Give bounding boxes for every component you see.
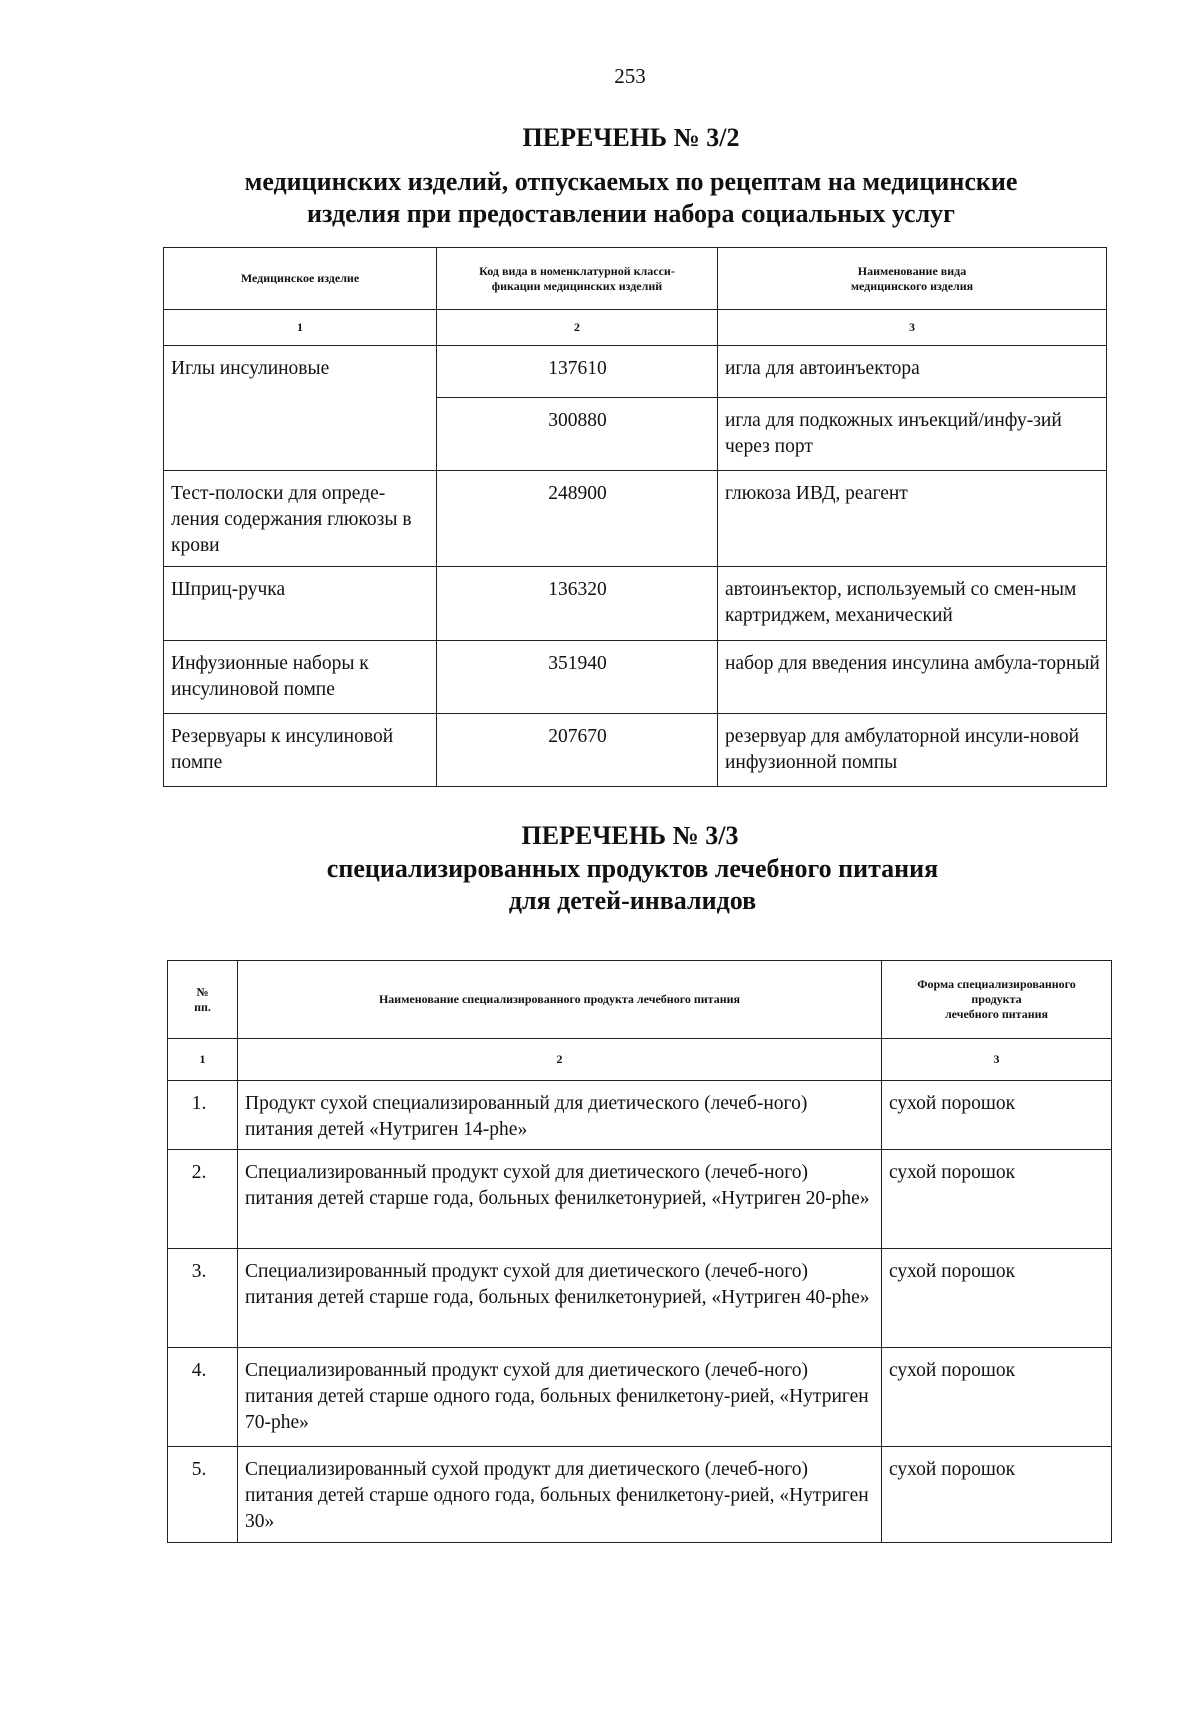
header-code [437, 248, 718, 310]
device-name: Резервуары к инсулиновой помпе [164, 714, 437, 787]
row-number: 2. [168, 1150, 238, 1249]
header-name-line2: медицинского изделия [850, 278, 974, 293]
table-row [164, 641, 1107, 714]
product-name: Специализированный сухой продукт для диетического (лечеб-ного) питания детей старше одного года, больных фенилкетону-рией, «Нутриген 30» [238, 1447, 882, 1543]
list2-subtitle-line2: для детей-инвалидов [508, 886, 757, 915]
table-row [164, 567, 1107, 641]
device-kind-name: автоинъектор, используемый со смен-ным картриджем, механический [718, 567, 1107, 641]
column-number: 1 [168, 1039, 238, 1081]
table-header-row [168, 961, 1112, 1039]
column-number: 1 [164, 310, 437, 346]
product-name: Продукт сухой специализированный для диетического (лечеб-ного) питания детей «Нутриген 14-phe» [238, 1081, 882, 1150]
device-code: 248900 [437, 471, 718, 567]
header-code-line2: фикации медицинских изделий [491, 278, 663, 293]
page-number: 253 [614, 64, 646, 88]
device-code: 300880 [437, 398, 718, 471]
column-number: 2 [437, 310, 718, 346]
product-name: Специализированный продукт сухой для диетического (лечеб-ного) питания детей старше года, больных фенилкетонурией, «Нутриген 20-phe» [238, 1150, 882, 1249]
table-row [168, 1150, 1112, 1249]
row-number: 5. [168, 1447, 238, 1543]
column-number-row [164, 310, 1107, 346]
device-name: Инфузионные наборы к инсулиновой помпе [164, 641, 437, 714]
column-number-row [168, 1039, 1112, 1081]
product-form: сухой порошок [882, 1447, 1112, 1543]
device-code: 137610 [437, 346, 718, 398]
list1-subtitle [0, 166, 1200, 230]
header-number-line2: пп. [194, 999, 211, 1014]
header-name [718, 248, 1107, 310]
list1-title: ПЕРЕЧЕНЬ № 3/2 [522, 123, 740, 152]
product-form: сухой порошок [882, 1249, 1112, 1348]
device-kind-name: набор для введения инсулина амбула-торный [718, 641, 1107, 714]
header-form [882, 961, 1112, 1039]
product-form: сухой порошок [882, 1348, 1112, 1447]
header-form-line3: лечебного питания [944, 1007, 1049, 1021]
device-code: 351940 [437, 641, 718, 714]
device-name: Шприц-ручка [164, 567, 437, 641]
table-row [164, 346, 1107, 398]
row-number: 1. [168, 1081, 238, 1150]
table-header-row [164, 248, 1107, 310]
device-kind-name: резервуар для амбулаторной инсули-новой инфузионной помпы [718, 714, 1107, 787]
list2-subtitle [0, 853, 1200, 917]
device-kind-name: глюкоза ИВД, реагент [718, 471, 1107, 567]
list2-title: ПЕРЕЧЕНЬ № 3/3 [521, 821, 739, 850]
list1-subtitle-line1: медицинских изделий, отпускаемых по рецептам на медицинские [244, 167, 1018, 196]
column-number: 3 [718, 310, 1107, 346]
table-row [164, 471, 1107, 567]
device-name: Иглы инсулиновые [164, 346, 437, 471]
product-form: сухой порошок [882, 1150, 1112, 1249]
row-number: 4. [168, 1348, 238, 1447]
device-code: 136320 [437, 567, 718, 641]
device-kind-name: игла для подкожных инъекций/инфу-зий через порт [718, 398, 1107, 471]
header-form-line1: Форма специализированного [917, 977, 1076, 991]
list1-subtitle-line2: изделия при предоставлении набора социальных услуг [307, 199, 955, 228]
header-number-line1: № [196, 984, 209, 999]
header-number [168, 961, 238, 1039]
product-form: сухой порошок [882, 1081, 1112, 1150]
device-kind-name: игла для автоинъектора [718, 346, 1107, 398]
header-product: Наименование специализированного продукта лечебного питания [238, 961, 882, 1039]
product-name: Специализированный продукт сухой для диетического (лечеб-ного) питания детей старше года, больных фенилкетонурией, «Нутриген 40-phe» [238, 1249, 882, 1348]
header-form-line2: продукта [971, 992, 1022, 1006]
column-number: 3 [882, 1039, 1112, 1081]
product-name: Специализированный продукт сухой для диетического (лечеб-ного) питания детей старше одного года, больных фенилкетону-рией, «Нутриген 70-phe» [238, 1348, 882, 1447]
table-row [168, 1249, 1112, 1348]
device-name: Тест-полоски для опреде-ления содержания глюкозы в крови [164, 471, 437, 567]
table-row [168, 1348, 1112, 1447]
header-code-line1: Код вида в номенклатурной класси- [479, 263, 675, 278]
row-number: 3. [168, 1249, 238, 1348]
table-row [168, 1081, 1112, 1150]
table-row [168, 1447, 1112, 1543]
nutrition-products-table [167, 960, 1112, 1543]
medical-devices-table [163, 247, 1107, 787]
header-name-line1: Наименование вида [857, 263, 967, 278]
list2-subtitle-line1: специализированных продуктов лечебного питания [326, 854, 939, 883]
table-row [164, 714, 1107, 787]
column-number: 2 [238, 1039, 882, 1081]
header-device: Медицинское изделие [164, 248, 437, 310]
device-code: 207670 [437, 714, 718, 787]
